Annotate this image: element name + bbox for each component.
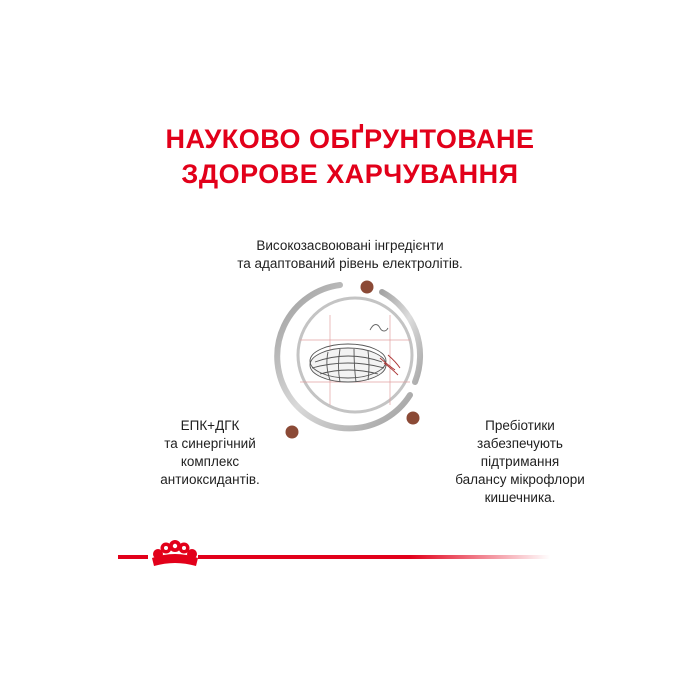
- benefit-left-line-4: антиоксидантів.: [160, 472, 260, 487]
- benefit-right-line-5: кишечника.: [484, 490, 556, 505]
- footer-line-left: [118, 555, 148, 559]
- kibble-sketch-icon: [310, 325, 400, 383]
- kibble-diagram: [270, 270, 440, 440]
- benefit-right-line-2: забезпечують: [477, 436, 563, 451]
- benefit-right-line-3: підтримання: [480, 454, 560, 469]
- benefit-top-line-2: та адаптований рівень електролітів.: [237, 256, 463, 271]
- headline-line-1: НАУКОВО ОБҐРУНТОВАНЕ: [165, 124, 535, 154]
- benefit-left-line-3: комплекс: [180, 454, 240, 469]
- dot-left: [286, 426, 299, 439]
- dot-top: [361, 281, 374, 294]
- royal-canin-crown-logo: [152, 540, 198, 566]
- benefit-top-line-1: Високозасвоювані інгредієнти: [256, 238, 444, 253]
- brand-footer: [0, 540, 700, 580]
- benefit-right-text: [420, 417, 620, 507]
- benefit-left-line-1: ЕПК+ДГК: [180, 418, 240, 433]
- headline-line-2: ЗДОРОВЕ ХАРЧУВАННЯ: [181, 159, 519, 189]
- benefit-top-text: [200, 237, 500, 273]
- benefit-right-line-1: Пребіотики: [485, 418, 555, 433]
- headline: [0, 122, 700, 192]
- footer-line-right: [198, 555, 550, 559]
- dot-right: [407, 412, 420, 425]
- benefit-right-line-4: балансу мікрофлори: [455, 472, 585, 487]
- orbit-ring-outer-right: [382, 292, 420, 382]
- benefit-left-line-2: та синергічний: [164, 436, 256, 451]
